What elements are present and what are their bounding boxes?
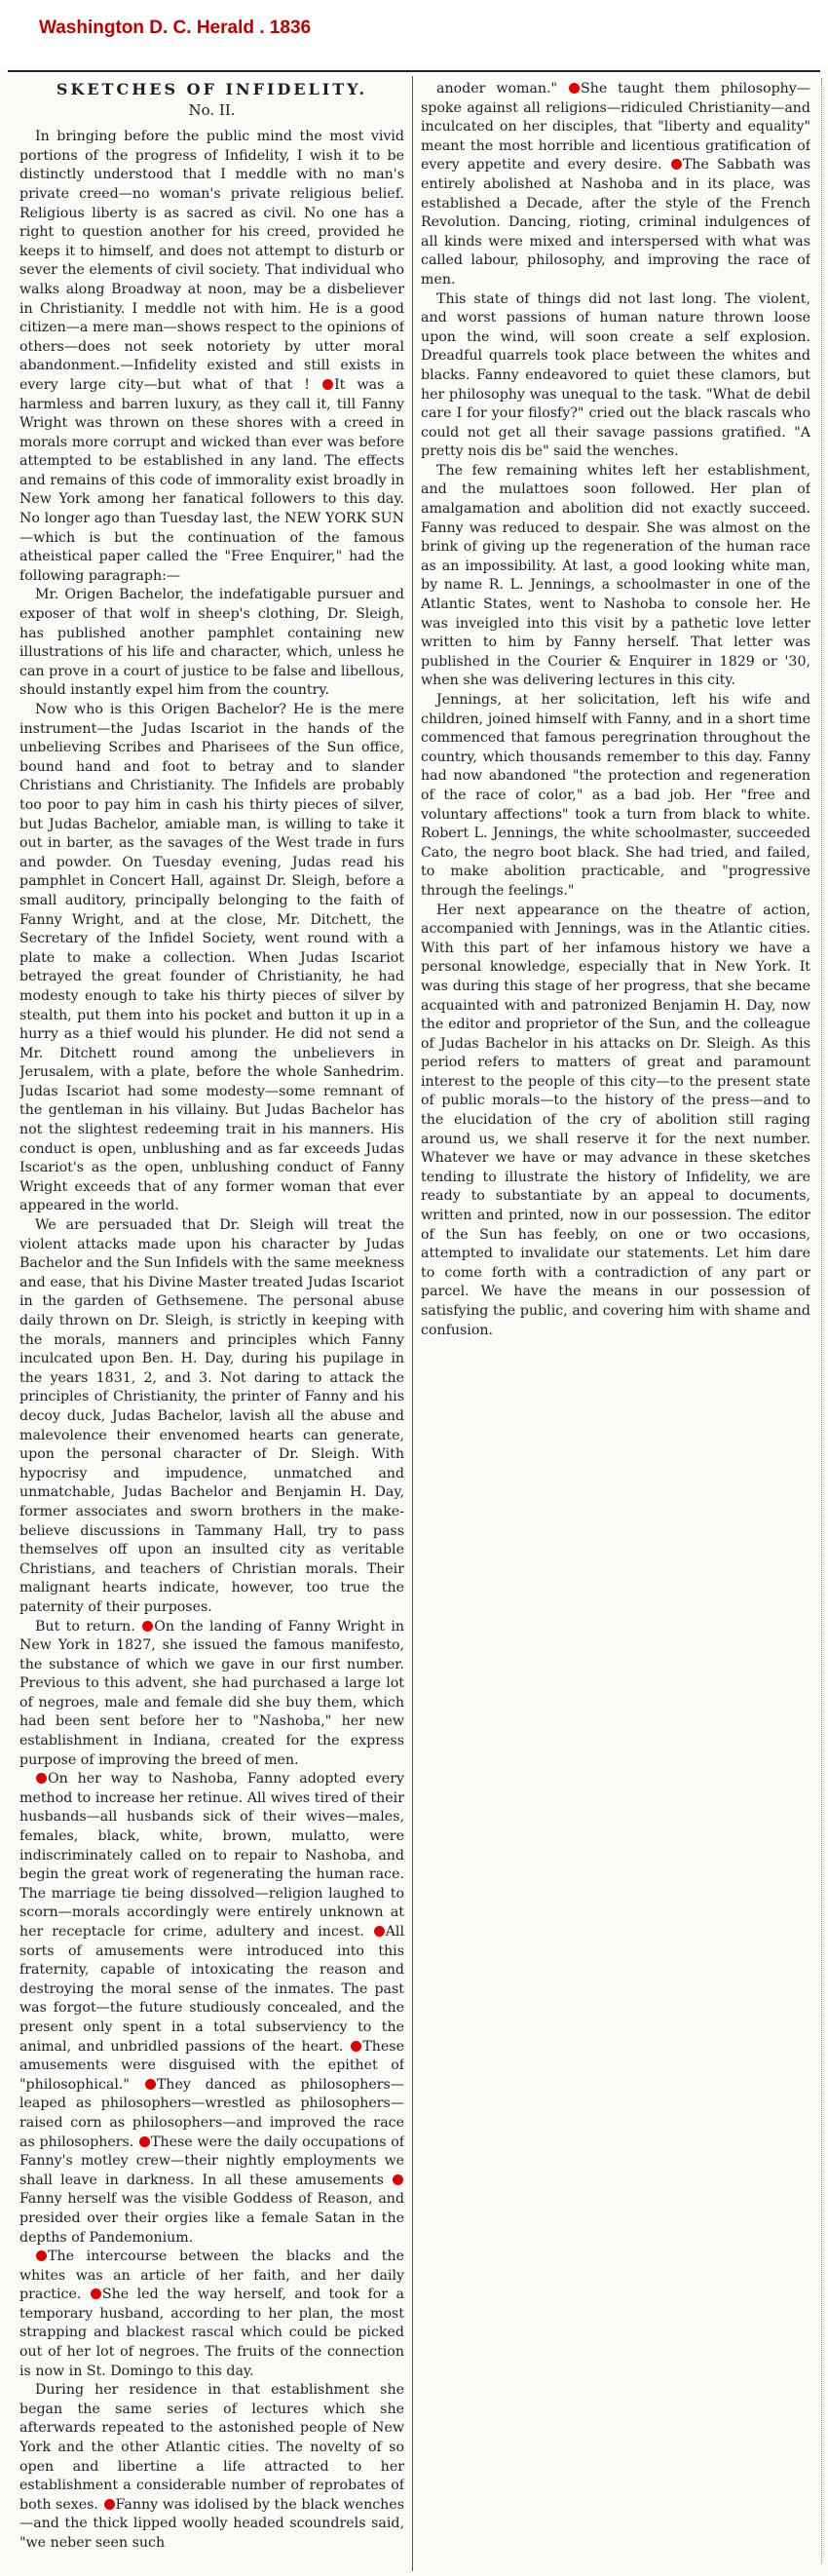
top-rule (8, 70, 820, 72)
paragraph-text: The Sabbath was entirely abolished at Nashoba and in its place, was established a Decade, after the style of the French Revolution. Dancing, rioting, criminal indulgences of all kinds were mixed and interspersed with what was called labour, philosophy, and improving the race of men. (421, 157, 810, 288)
red-marker-icon (569, 83, 580, 94)
article-paragraph (19, 1216, 404, 1617)
article-paragraph (19, 586, 404, 701)
red-marker-icon (374, 1926, 385, 1937)
article-paragraph (19, 1618, 404, 1771)
article-paragraph (421, 290, 810, 462)
page-edge (817, 78, 822, 2563)
paragraph-text: anoder woman." (436, 81, 568, 96)
red-marker-icon (36, 1773, 47, 1784)
article-paragraph (19, 128, 404, 586)
paragraph-text: Fanny was idolised by the black wenches—and the thick lipped woolly headed scoundrels said, "we neber seen such (19, 2496, 404, 2551)
source-label: Washington D. C. Herald . 1836 (39, 18, 312, 38)
paragraph-text: She taught them philosophy—spoke against all religions—ridiculed Christianity—and inculcated on her disciples, that "liberty and equality" meant the most horrible and licentious gratification of every appetite and every desire. (421, 81, 810, 173)
paragraph-text: It was a harmless and barren luxury, as they call it, till Fanny Wright was thrown on these shores with a creed in morals more corrupt and wicked than ever was before attempted to be established in any land. The effects and remains of this code of immorality exist broadly in New York among her fanatical followers to this day. No longer ago than Tuesday last, the NEW YORK SUN—which is but the continuation of the famous atheistical paper called the "Free Enquirer," had the following paragraph:— (19, 376, 404, 584)
paragraph-text: But to return. (35, 1618, 142, 1634)
article-paragraph (421, 691, 810, 902)
paragraph-text: The intercourse between the blacks and the whites was an article of her faith, and her daily practice. (19, 2249, 404, 2303)
right-column-body (421, 80, 810, 1340)
paragraph-text: On her way to Nashoba, Fanny adopted every method to increase her retinue. All wives tired of their husbands—all husbands sick of their wives—males, females, black, white, brown, mulatto, were indiscriminately called on to repair to Nashoba, and begin the great work of regenerating the human race. The marriage tie being dissolved—religion laughed to scorn—morals accordingly were entirely unknown at her receptacle for crime, adultery and incest. (19, 1771, 404, 1940)
red-marker-icon (322, 379, 333, 390)
paragraph-text: She led the way herself, and took for a temporary husband, according to her plan, the most strapping and blackest rascal which could be picked out of her lot of negroes. The fruits of the connection is now in St. Domingo to this day. (19, 2287, 404, 2379)
paragraph-text: We are persuaded that Dr. Sleigh will treat the violent attacks made upon his character by Judas Bachelor and the Sun Infidels with the same meekness and ease, that his Divine Master treated Judas Iscariot in the garden of Gethsemene. The personal abuse daily thrown on Dr. Sleigh, is strictly in keeping with the morals, manners and principles which Fanny inculcated upon Ben. H. Day, during his pupilage in the years 1831, 2, and 3. Not daring to attack the principles of Christianity, the printer of Fanny and his decoy duck, Judas Bachelor, lavish all the abuse and malevolence their envenomed hearts can generate, upon the personal character of Dr. Sleigh. With hypocrisy and impudence, unmatched and unmatchable, Judas Bachelor and Benjamin H. Day, former associates and sworn brothers in the make-believe discussions in Tammany Hall, try to pass themselves off upon an insulted city as veritable Christians, and teachers of Christian morals. Their malignant hearts indicate, however, too true the paternity of their purposes. (19, 1217, 404, 1615)
red-marker-icon (139, 2136, 150, 2147)
article-paragraph (19, 2381, 404, 2553)
paragraph-text: Now who is this Origen Bachelor? He is the mere instrument—the Judas Iscariot in the hands of the unbelieving Scribes and Pharisees of the Sun office, bound hand and foot to betray and to slander Christians and Christianity. The Infidels are probably too poor to pay him in cash his thirty pieces of silver, but Judas Bachelor, amiable man, is willing to take it out in barter, as the savages of the West trade in furs and powder. On Tuesday evening, Judas read his pamphlet in Concert Hall, against Dr. Sleigh, before a small auditory, principally belonging to the faith of Fanny Wright, and at the close, Mr. Ditchett, the Secretary of the Infidel Society, went round with a plate to make a collection. When Judas Iscariot betrayed the great founder of Christianity, he had modesty enough to take his thirty pieces of silver by stealth, put them into his pocket and button it up in a hurry as a thief would his plunder. He did not send a Mr. Ditchett round among the unbelievers in Jerusalem, with a plate, before the whole Sanhedrim. Judas Iscariot had some modesty—some remnant of the gentleman in his villainy. But Judas Bachelor has not the slightest redeeming trait in his manners. His conduct is open, unblushing and as far exceeds Judas Iscariot's as the open, unblushing conduct of Fanny Wright exceeds that of any former woman that ever appeared in the world. (19, 702, 404, 1214)
paragraph-text: Fanny herself was the visible Goddess of Reason, and presided over their orgies like a female Satan in the depths of Pandemonium. (19, 2191, 404, 2246)
article-paragraph (19, 2248, 404, 2381)
paragraph-text: These amusements were disguised with the epithet of "philosophical." (19, 2038, 404, 2093)
paragraph-text: They danced as philosophers—leaped as philosophers—wrestled as philosophers—raised corn as philosophers—and improved the race as philosophers. (19, 2076, 404, 2150)
paragraph-text: On the landing of Fanny Wright in New York in 1827, she issued the famous manifesto, the substance of which we gave in our first number. Previous to this advent, she had purchased a large lot of negroes, male and female did she buy them, which had been sent before her to "Nashoba," her new establishment in Indiana, created for the express purpose of improving the breed of men. (19, 1618, 404, 1768)
article-paragraph (421, 902, 810, 1341)
red-marker-icon (145, 2079, 156, 2090)
paragraph-text: In bringing before the public mind the most vivid portions of the progress of Infidelity, I wish it to be distinctly understood that I meddle with no man's private creed—no woman's private religious belief. Religious liberty is as sacred as civil. No one has a right to question another for his creed, provided he keeps it to himself, and does not attempt to disturb or sever the elements of civil society. That individual who walks along Broadway at noon, may be a disbeliever in Christianity. I meddle not with him. He is a good citizen—a mere man—shows respect to the opinions of others—does not seek notoriety by utter moral abandonment.—Infidelity existed and still exists in every large city—but what of that ! (19, 129, 404, 393)
paragraph-text: This state of things did not last long. The violent, and worst passions of human nature thrown loose upon the wind, will soon create a self explosion. Dreadful quarrels took place between the whites and blacks. Fanny endeavored to quiet these clamors, but her philosophy was unequal to the task. "What de debil care I for your filosfy?" cried out the black rascals who could not get all their savage passions gratified. "A pretty nois dis be" said the wenches. (421, 290, 810, 460)
article-paragraph (19, 701, 404, 1216)
article-column-right (421, 80, 810, 1542)
paragraph-text: Her next appearance on the theatre of action, accompanied with Jennings, was in the Atlantic cities. With this part of her infamous history we have a personal knowledge, especially that in New York. It was during this stage of her progress, that she became acquainted with and patronized Benjamin H. Day, now the editor and proprietor of the Sun, and the colleague of Judas Bachelor in his attacks on Dr. Sleigh. As this period refers to matters of great and paramount interest to the people of this city—to the present state of public morals—to the history of the press—and to the elucidation of the cry of abolition still raging around us, we shall reserve it for the next number. Whatever we have or may advance in these sketches tending to illustrate the history of Infidelity, we are ready to substantiate by an appeal to documents, written and printed, now in our possession. The editor of the Sun has feebly, on one or two occasions, attempted to invalidate our statements. Let him dare to come forth with a contradiction of any part or parcel. We have the means in our possession of satisfying the public, and covering him with shame and confusion. (421, 902, 810, 1338)
red-marker-icon (142, 1621, 153, 1632)
paragraph-text: The few remaining whites left her establishment, and the mulattoes soon followed. Her plan of amalgamation and abolition did not exactly succeed. Fanny was reduced to despair. She was almost on the brink of giving up the regeneration of the human race as an impossibility. At last, a good looking white man, by name R. L. Jennings, a schoolmaster in one of the Atlantic States, went to Nashoba to console her. He was inveigled into this visit by a pathetic love letter written to him by Fanny herself. That letter was published in the Courier & Enquirer in 1829 or '30, when she was delivering lectures in this city. (421, 462, 810, 689)
header-bar (0, 0, 828, 58)
paragraph-text: Mr. Origen Bachelor, the indefatigable pursuer and exposer of that wolf in sheep's clothing, Dr. Sleigh, has published another pamphlet containing new illustrations of his life and character, which, unless he can prove in a court of justice to be false and libellous, should instantly expel him from the country. (19, 587, 404, 699)
left-column-body (19, 128, 404, 2553)
article-paragraph (19, 1770, 404, 2248)
red-marker-icon (104, 2499, 115, 2510)
paragraph-text: All sorts of amusements were introduced into this fraternity, capable of intoxicating the reason and destroying the moral sense of the inmates. The past was forgot—the future studiously concealed, and the present only spent in a total subserviency to the animal, and unbridled passions of the heart. (19, 1924, 404, 2055)
red-marker-icon (671, 159, 682, 170)
red-marker-icon (91, 2288, 101, 2299)
red-marker-icon (351, 2041, 361, 2052)
article-column-left (19, 80, 404, 2560)
red-marker-icon (36, 2250, 47, 2261)
article-number: No. II. (188, 100, 236, 119)
article-title: SKETCHES OF INFIDELITY. (56, 80, 368, 98)
article-paragraph (421, 462, 810, 691)
paragraph-text: Jennings, at her solicitation, left his wife and children, joined himself with Fanny, and in a short time commenced that famous peregrination throughout the country, which thousands remember to this day. Fanny had now abandoned "the protection and regeneration of the race of color," as a bad job. Her "free and voluntary affections" took a turn from black to white. Robert L. Jennings, the white schoolmaster, succeeded Cato, the negro boot black. She had tried, and failed, to make abolition practicable, and "progressive through the feelings." (421, 692, 810, 899)
paragraph-text: These were the daily occupations of Fanny's motley crew—their nightly employments we shall leave in darkness. In all these amusements (19, 2134, 404, 2188)
paragraph-text: During her residence in that establishment she began the same series of lectures which she afterwards repeated to the astonished people of New York and the other Atlantic cities. The novelty of so open and libertine a life attracted to her establishment a considerable number of reprobates of both sexes. (19, 2382, 404, 2513)
column-divider (412, 76, 413, 2571)
red-marker-icon (393, 2174, 403, 2185)
article-paragraph (421, 80, 810, 290)
